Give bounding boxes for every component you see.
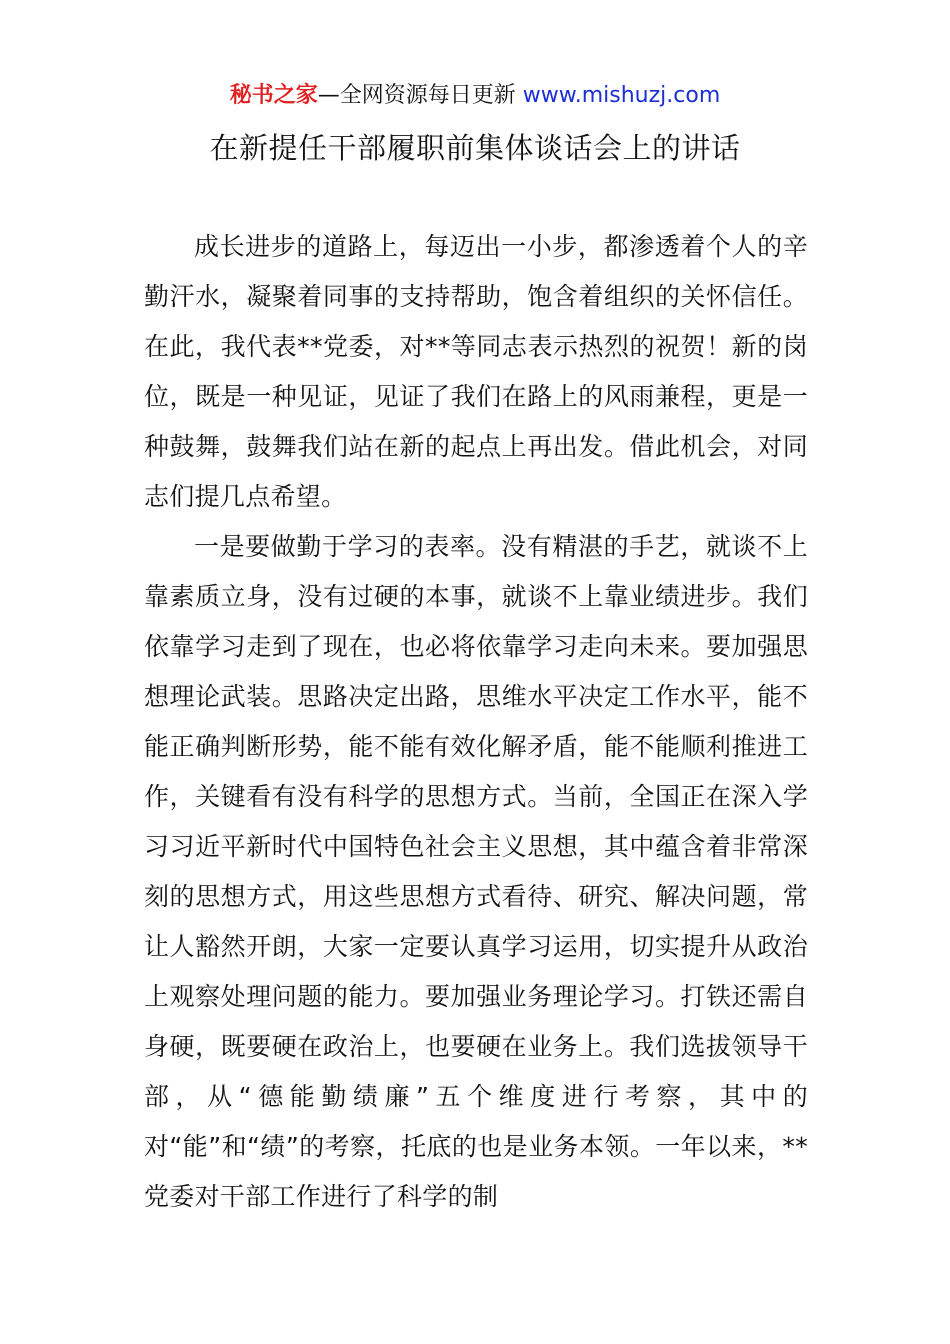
- paragraph-intro: 成长进步的道路上，每迈出一小步，都渗透着个人的辛勤汗水，凝聚着同事的支持帮助，饱含着组织的关怀信任。在此，我代表**党委，对**等同志表示热烈的祝贺！新的岗位，既是一种见证，见证了我们在路上的风雨兼程，更是一种鼓舞，鼓舞我们站在新的起点上再出发。借此机会，对同志们提几点希望。: [144, 232, 808, 511]
- brand-name: 秘书之家: [229, 83, 318, 108]
- document-title: 在新提任干部履职前集体谈话会上的讲话: [209, 131, 741, 165]
- document-body: [144, 222, 808, 1222]
- paragraph-study: 一是要做勤于学习的表率。没有精湛的手艺，就谈不上靠素质立身，没有过硬的本事，就谈不上靠业绩进步。我们依靠学习走到了现在，也必将依靠学习走向未来。要加强思想理论武装。思路决定出路，思维水平决定工作水平，能不能正确判断形势，能不能有效化解矛盾，能不能顺利推进工作，关键看有没有科学的思想方式。当前，全国正在深入学习习近平新时代中国特色社会主义思想，其中蕴含着非常深刻的思想方式，用这些思想方式看待、研究、解决问题，常让人豁然开朗，大家一定要认真学习运用，切实提升从政治上观察处理问题的能力。要加强业务理论学习。打铁还需自身硬，既要硬在政治上，也要硬在业务上。我们选拔领导干部，从“德能勤绩廉”五个维度进行考察，其中的对“能”和“绩”的考察，托底的也是业务本领。一年以来，**党委对干部工作进行了科学的制: [144, 532, 808, 1211]
- header-tagline: —全网资源每日更新: [317, 83, 523, 108]
- site-header: [0, 80, 950, 112]
- site-url-link[interactable]: www.mishuzj.com: [522, 83, 721, 108]
